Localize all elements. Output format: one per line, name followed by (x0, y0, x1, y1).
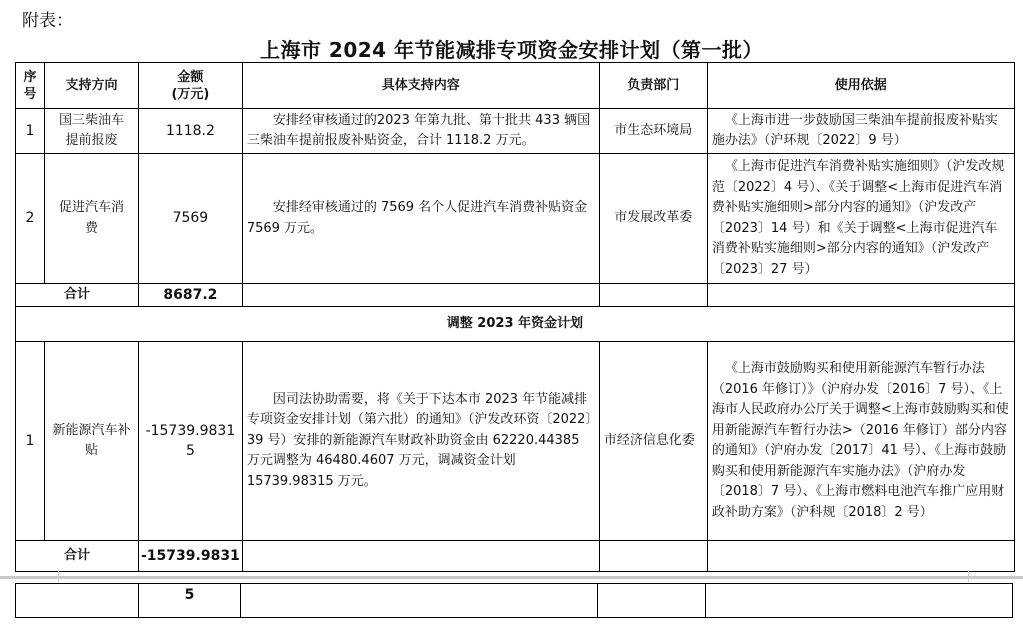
table-row (16, 342, 1015, 541)
row-basis: 《上海市鼓励购买和使用新能源汽车暂行办法（2016 年修订）》（沪府办发〔2016〕7 号）、《上海市人民政府办公厅关于调整<上海市鼓励购买和使用新能源汽车暂行办法>（2016 年修订）部分内容的通知》（沪府办发〔2017〕41 号）、《上海市鼓励购买和使用新能源汽车实施办法》（沪府办发〔2018〕7 号）、《上海市燃料电池汽车推广应用财政补助方案》（沪科规〔2018〕2 号） (707, 342, 1014, 541)
empty-cell (241, 584, 598, 618)
row-content: 安排经审核通过的 7569 名个人促进汽车消费补贴资金 7569 万元。 (242, 154, 599, 284)
continued-row (16, 584, 1013, 618)
empty-cell (706, 584, 1013, 618)
row-basis: 《上海市进一步鼓励国三柴油车提前报废补贴实施办法》（沪环规〔2022〕9 号） (707, 109, 1014, 154)
subtotal-label: 合计 (16, 541, 139, 572)
table-row (16, 154, 1015, 284)
row-direction: 国三柴油车提前报废 (45, 109, 139, 154)
header-amount (139, 63, 243, 109)
row-seq: 1 (16, 109, 45, 154)
appendix-label: 附表： (22, 11, 73, 31)
row-amount-line1: -15739.9831 (145, 422, 236, 439)
continued-table (15, 583, 1013, 618)
table-header-row (16, 63, 1015, 109)
empty-cell (16, 584, 139, 618)
header-seq: 序号 (16, 63, 45, 109)
page-break-separator (0, 576, 1023, 579)
subtotal-amount: 8687.2 (139, 284, 243, 307)
row-seq: 1 (16, 342, 45, 541)
empty-cell (242, 284, 599, 307)
header-department: 负责部门 (599, 63, 707, 109)
subtotal-amount: -15739.9831 (139, 541, 243, 572)
subtotal-row (16, 541, 1015, 572)
row-content: 安排经审核通过的2023 年第九批、第十批共 433 辆国三柴油车提前报废补贴资金，合计 1118.2 万元。 (242, 109, 599, 154)
empty-cell (707, 541, 1014, 572)
row-direction: 新能源汽车补贴 (45, 342, 139, 541)
subtotal-label: 合计 (16, 284, 139, 307)
row-seq: 2 (16, 154, 45, 284)
row-direction: 促进汽车消费 (45, 154, 139, 284)
section-header-row (16, 307, 1015, 342)
row-department: 市生态环境局 (599, 109, 707, 154)
header-content: 具体支持内容 (242, 63, 599, 109)
page-break-marker (58, 570, 59, 582)
empty-cell (599, 284, 707, 307)
header-basis: 使用依据 (707, 63, 1014, 109)
row-amount: 7569 (139, 154, 243, 284)
header-direction: 支持方向 (45, 63, 139, 109)
row-department: 市经济信息化委 (599, 342, 707, 541)
row-department: 市发展改革委 (599, 154, 707, 284)
row-amount-line2: 5 (185, 443, 195, 459)
funding-plan-table (15, 62, 1015, 572)
section-title: 调整 2023 年资金计划 (16, 307, 1015, 342)
document-title: 上海市 2024 年节能减排专项资金安排计划（第一批） (259, 38, 764, 62)
row-basis: 《上海市促进汽车消费补贴实施细则》（沪发改规范〔2022〕4 号）、《关于调整<上海市促进汽车消费补贴实施细则>部分内容的通知》（沪发改产〔2023〕14 号）和《关于调整<上海市促进汽车消费补贴实施细则>部分内容的通知》（沪发改产〔2023〕27 号） (707, 154, 1014, 284)
row-amount: 1118.2 (139, 109, 243, 154)
subtotal-amount-continued: 5 (139, 584, 241, 618)
empty-cell (598, 584, 706, 618)
row-content: 因司法协助需要，将《关于下达本市 2023 年节能减排专项资金安排计划（第六批）的通知》（沪发改环资〔2022〕39 号）安排的新能源汽车财政补助资金由 62220.44385 万元调整为 46480.4607 万元，调减资金计划 15739.98315 万元。 (242, 342, 599, 541)
empty-cell (242, 541, 599, 572)
header-amount-line2: (万元) (171, 86, 210, 102)
table-row (16, 109, 1015, 154)
empty-cell (707, 284, 1014, 307)
header-amount-line1: 金额 (177, 69, 204, 85)
empty-cell (599, 541, 707, 572)
subtotal-row (16, 284, 1015, 307)
page-break-marker (968, 570, 969, 582)
row-amount (139, 342, 243, 541)
